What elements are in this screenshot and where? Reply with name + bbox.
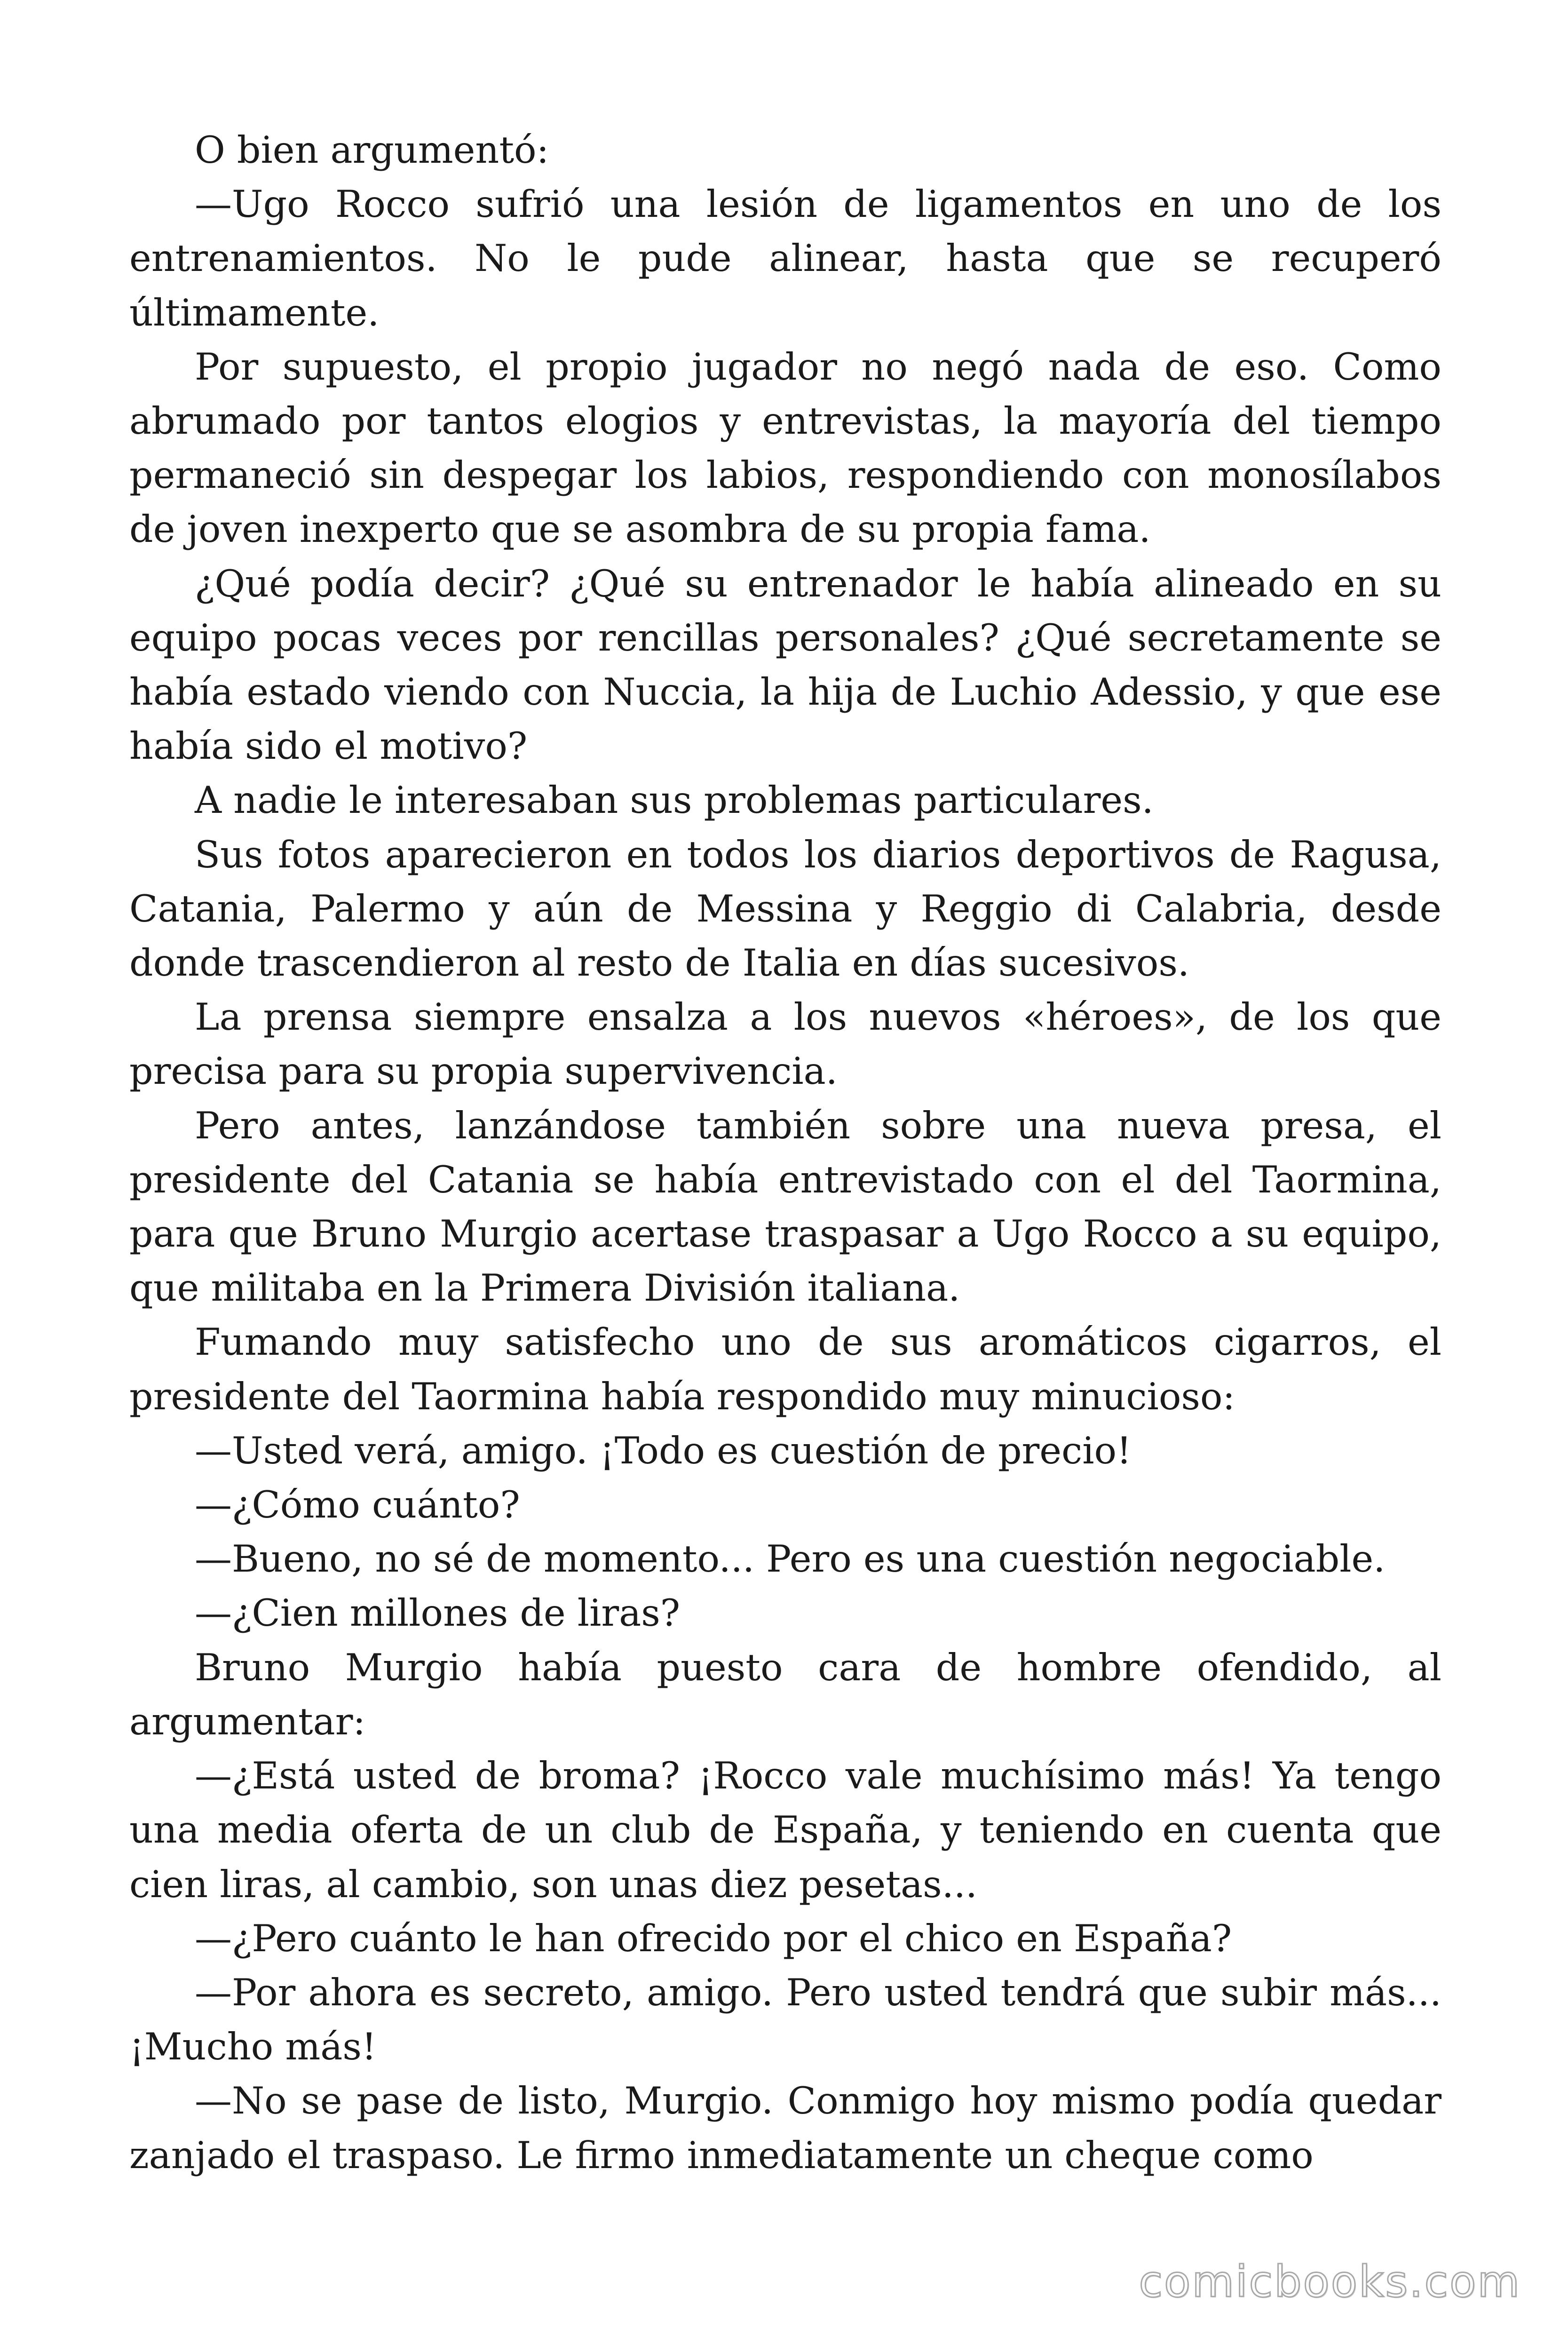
paragraph: —¿Está usted de broma? ¡Rocco vale muchísimo más! Ya tengo una media oferta de un club de España, y teniendo en cuenta que cien liras, al cambio, son unas diez pesetas... <box>129 1754 1441 1906</box>
watermark: comicbooks.com <box>1139 2257 1521 2307</box>
paragraph: —Usted verá, amigo. ¡Todo es cuestión de precio! <box>195 1429 1132 1472</box>
page-body <box>129 123 1441 2183</box>
paragraph: —No se pase de listo, Murgio. Conmigo hoy mismo podía quedar zanjado el traspaso. Le firmo inmediatamente un cheque como <box>129 2079 1441 2177</box>
paragraph: Pero antes, lanzándose también sobre una nueva presa, el presidente del Catania se había entrevistado con el del Taormina, para que Bruno Murgio acertase traspasar a Ugo Rocco a su equipo, que militaba en la Primera División italiana. <box>129 1104 1441 1310</box>
paragraph: —¿Cien millones de liras? <box>195 1591 681 1635</box>
paragraph: Bruno Murgio había puesto cara de hombre ofendido, al argumentar: <box>129 1645 1441 1743</box>
paragraph: —Ugo Rocco sufrió una lesión de ligamentos en uno de los entrenamientos. No le pude alinear, hasta que se recuperó últimamente. <box>129 183 1441 334</box>
paragraph: —¿Cómo cuánto? <box>195 1483 520 1527</box>
paragraph: Por supuesto, el propio jugador no negó nada de eso. Como abrumado por tantos elogios y entrevistas, la mayoría del tiempo permaneció sin despegar los labios, respondiendo con monosílabos de joven inexperto que se asombra de su propia fama. <box>129 345 1441 551</box>
paragraph: —¿Pero cuánto le han ofrecido por el chico en España? <box>195 1916 1232 1960</box>
paragraph: ¿Qué podía decir? ¿Qué su entrenador le había alineado en su equipo pocas veces por rencillas personales? ¿Qué secretamente se había estado viendo con Nuccia, la hija de Luchio Adessio, y que ese había sido el motivo? <box>129 562 1441 768</box>
paragraph: O bien argumentó: <box>195 128 549 172</box>
paragraph: Fumando muy satisfecho uno de sus aromáticos cigarros, el presidente del Taormina había respondido muy minucioso: <box>129 1320 1441 1418</box>
paragraph: —Bueno, no sé de momento... Pero es una cuestión negociable. <box>195 1537 1386 1581</box>
paragraph: Sus fotos aparecieron en todos los diarios deportivos de Ragusa, Catania, Palermo y aún de Messina y Reggio di Calabria, desde donde trascendieron al resto de Italia en días sucesivos. <box>129 833 1441 985</box>
paragraph: —Por ahora es secreto, amigo. Pero usted tendrá que subir más... ¡Mucho más! <box>129 1971 1441 2069</box>
paragraph: A nadie le interesaban sus problemas particulares. <box>195 779 1154 822</box>
paragraph: La prensa siempre ensalza a los nuevos «héroes», de los que precisa para su propia supervivencia. <box>129 995 1441 1093</box>
